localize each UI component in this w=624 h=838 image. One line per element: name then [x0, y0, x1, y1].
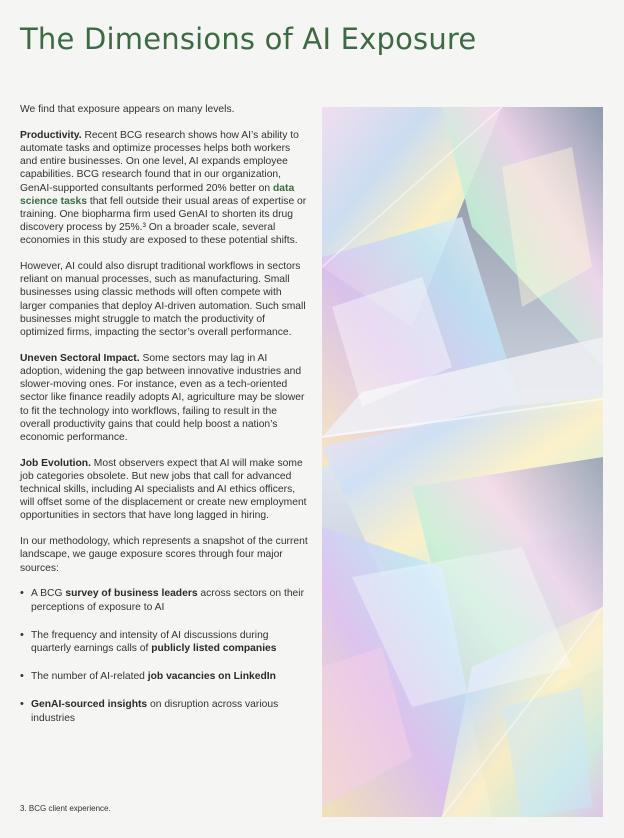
- productivity-text-b: that fell outside their usual areas of expertise or training. One biopharma firm used GenAI to shorten its drug discovery process by 25%.³ On a broader scale, several economies in this study are exposed to these potential shifts.: [20, 195, 307, 247]
- body-column: [20, 103, 308, 740]
- productivity-text-a: Recent BCG research shows how AI’s ability to automate tasks and optimize processes helps both workers and entire businesses. On one level, AI expands employee capabilities. BCG research found that in our organization, GenAI-supported consultants performed 20% better on: [20, 129, 299, 194]
- intro-paragraph: We find that exposure appears on many levels.: [20, 104, 235, 115]
- list-item: • A BCG survey of business leaders across sectors on their perceptions of exposure to AI: [20, 587, 308, 613]
- job-paragraph: [20, 457, 308, 523]
- crystal-art-svg: [322, 107, 603, 817]
- data-science-tasks-link[interactable]: data science tasks: [20, 182, 295, 207]
- list-item: • The frequency and intensity of AI discussions during quarterly earnings calls of publicly listed companies: [20, 629, 308, 655]
- uneven-paragraph: [20, 352, 308, 444]
- list-item: • GenAI-sourced insights on disruption across various industries: [20, 698, 308, 724]
- disrupt-paragraph: However, AI could also disrupt traditional workflows in sectors reliant on manual processes, such as manufacturing. Small businesses using classic methods will often compete with larger companies that deploy AI-driven automation. Such small businesses might struggle to match the productivity of optimized firms, impacting the sector’s overall performance.: [20, 261, 306, 339]
- methodology-paragraph: In our methodology, which represents a snapshot of the current landscape, we gauge exposure scores through four major sources:: [20, 536, 308, 574]
- list-item: • The number of AI-related job vacancies on LinkedIn: [20, 670, 308, 683]
- sources-list: [20, 587, 308, 724]
- footnote: 3. BCG client experience.: [20, 804, 111, 813]
- uneven-text: Some sectors may lag in AI adoption, widening the gap between innovative industries and slower-moving ones. For instance, even as a tech-oriented sector like finance readily adopts AI, agriculture may be slower to fit the technology into workflows, failing to result in the overall productivity gains that could help boost a nation’s economic performance.: [20, 352, 305, 443]
- uneven-heading: Uneven Sectoral Impact.: [20, 352, 140, 364]
- prismatic-crystal-image: [322, 107, 603, 817]
- page-title: The Dimensions of AI Exposure: [20, 22, 477, 56]
- productivity-heading: Productivity.: [20, 129, 82, 141]
- productivity-paragraph: [20, 129, 308, 248]
- job-heading: Job Evolution.: [20, 457, 91, 469]
- job-text: Most observers expect that AI will make some job categories obsolete. But new jobs that call for advanced technical skills, including AI specialists and AI ethics officers, will offset some of the displacement or create new employment opportunities in sectors that have long lagged in hiring.: [20, 457, 307, 522]
